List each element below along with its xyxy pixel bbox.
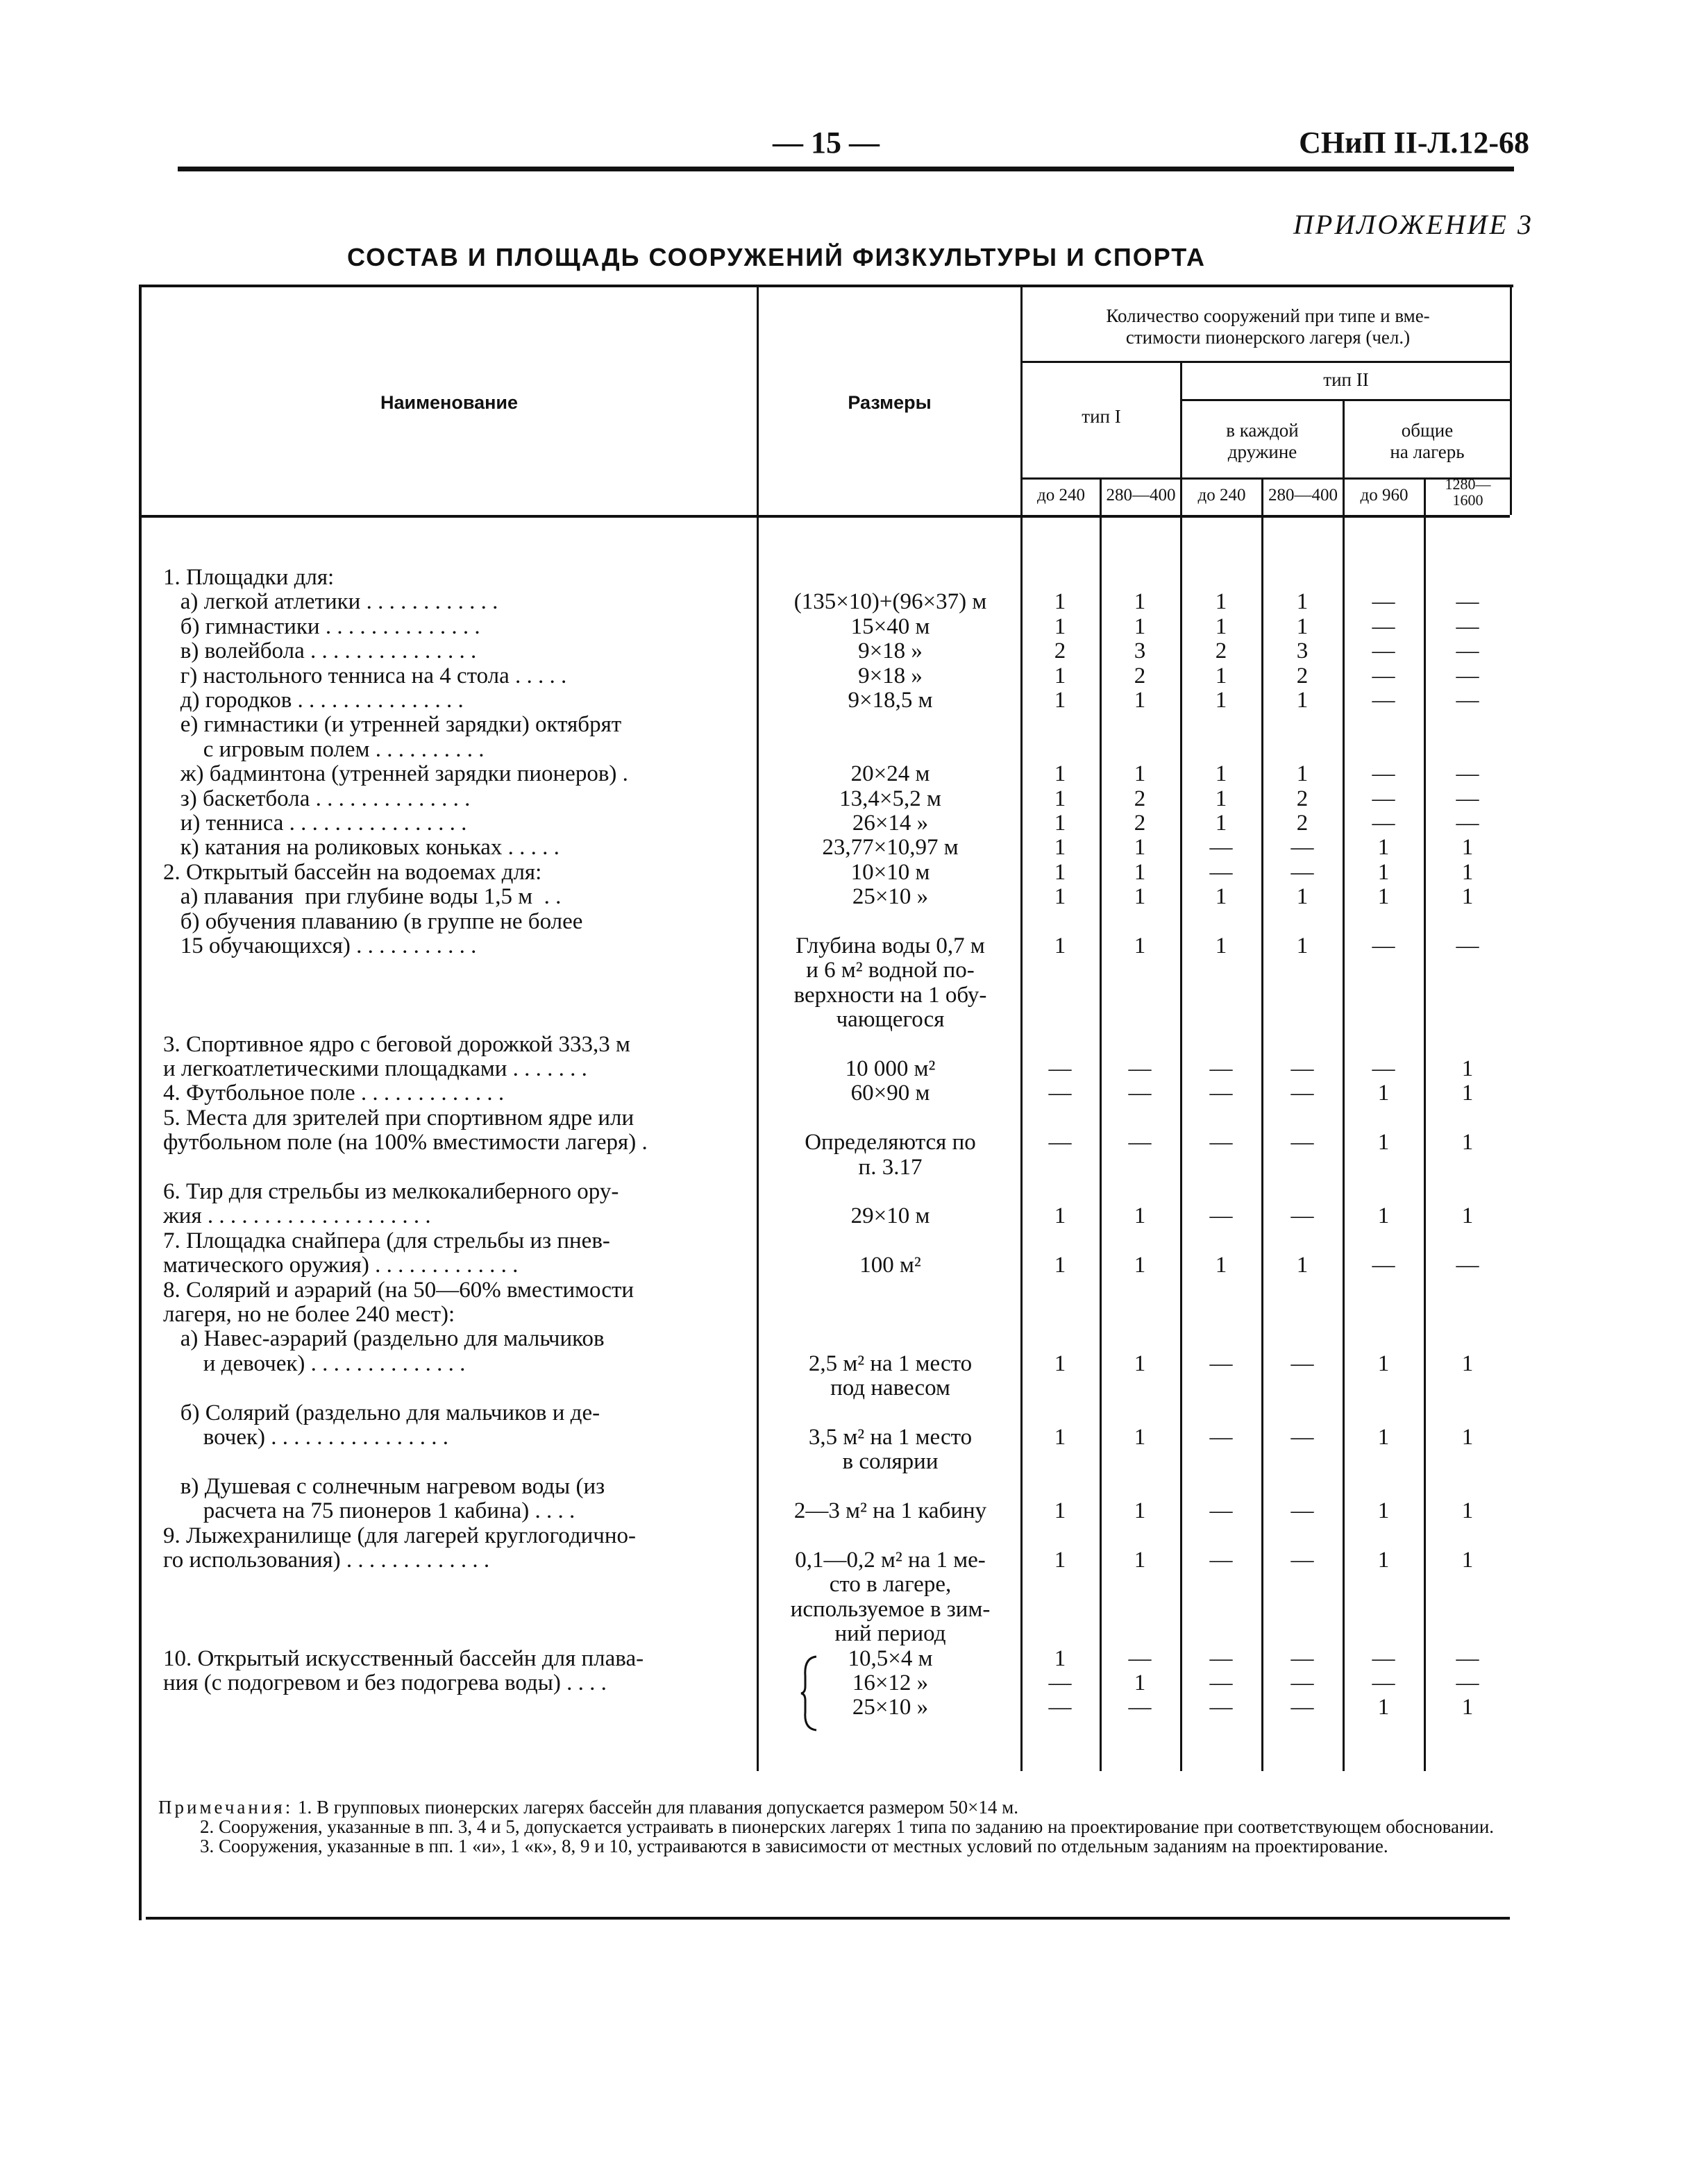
column-divider bbox=[757, 286, 759, 1771]
row-count: — bbox=[1209, 1695, 1233, 1720]
row-count: 1 bbox=[1215, 688, 1227, 713]
header-sub-line: 1280— bbox=[1445, 475, 1491, 493]
row-count: 1 bbox=[1215, 884, 1227, 909]
header-sub: до 960 bbox=[1360, 486, 1409, 505]
row-count: 1 bbox=[1461, 860, 1474, 885]
row-size: 9×18,5 м bbox=[848, 688, 933, 713]
row-name: а) Навес-аэрарий (раздельно для мальчиков bbox=[163, 1327, 605, 1351]
row-name: 10. Открытый искусственный бассейн для плава- bbox=[163, 1647, 644, 1671]
header-count bbox=[1026, 305, 1510, 348]
page-title: СОСТАВ И ПЛОЩАДЬ СООРУЖЕНИЙ ФИЗКУЛЬТУРЫ И СПОРТА bbox=[347, 243, 1206, 271]
row-count: 1 bbox=[1054, 860, 1066, 885]
note-text: 1. В групповых пионерских лагерях бассейн для плавания допускается размером 50×14 м. bbox=[297, 1797, 1018, 1818]
row-size: используемое в зим- bbox=[790, 1597, 991, 1622]
row-size: 9×18 » bbox=[858, 638, 923, 663]
row-count: — bbox=[1372, 761, 1395, 786]
row-count: — bbox=[1290, 1670, 1314, 1695]
row-count: 1 bbox=[1215, 933, 1227, 958]
row-count: 1 bbox=[1054, 761, 1066, 786]
row-name: д) городков . . . . . . . . . . . . . . . bbox=[163, 688, 464, 713]
row-count: — bbox=[1456, 663, 1479, 688]
row-name: 1. Площадки для: bbox=[163, 566, 335, 590]
row-count: — bbox=[1456, 638, 1479, 663]
row-count: — bbox=[1372, 638, 1395, 663]
row-count: 1 bbox=[1461, 1695, 1474, 1720]
row-count: — bbox=[1209, 1670, 1233, 1695]
row-size: п. 3.17 bbox=[858, 1155, 923, 1180]
row-size: 10,5×4 м bbox=[848, 1646, 933, 1671]
row-name: б) гимнастики . . . . . . . . . . . . . . bbox=[163, 615, 480, 639]
row-count: 1 bbox=[1134, 860, 1146, 885]
row-count: 1 bbox=[1054, 589, 1066, 614]
row-count: 1 bbox=[1054, 811, 1066, 836]
header-sub: до 240 bbox=[1197, 486, 1246, 505]
column-divider bbox=[1261, 479, 1263, 1771]
row-count: 1 bbox=[1054, 1203, 1066, 1228]
row-name: к) катания на роликовых коньках . . . . . bbox=[163, 836, 560, 860]
row-count: — bbox=[1209, 1425, 1233, 1450]
note-2: 2. Сооружения, указанные в пп. 3, 4 и 5, допускается устраивать в пионерских лагерях 1 типа по заданию на проектирование при соответствующем обосновании. bbox=[200, 1816, 1495, 1837]
row-count: 1 bbox=[1296, 589, 1309, 614]
header-type2: тип II bbox=[1323, 369, 1369, 390]
row-name: расчета на 75 пионеров 1 кабина) . . . . bbox=[163, 1499, 575, 1523]
row-count: — bbox=[1372, 933, 1395, 958]
row-count: — bbox=[1209, 1081, 1233, 1106]
row-count: 1 bbox=[1461, 884, 1474, 909]
header-camp-line: общие bbox=[1401, 420, 1454, 441]
header-each-line: дружине bbox=[1227, 441, 1297, 463]
row-count: 1 bbox=[1461, 1130, 1474, 1155]
row-count: 1 bbox=[1377, 1081, 1390, 1106]
row-count: — bbox=[1048, 1130, 1072, 1155]
row-count: 1 bbox=[1215, 614, 1227, 639]
row-count: 1 bbox=[1296, 761, 1309, 786]
header-each-line: в каждой bbox=[1226, 420, 1299, 441]
row-count: — bbox=[1209, 1130, 1233, 1155]
row-count: 1 bbox=[1296, 688, 1309, 713]
row-size: 9×18 » bbox=[858, 663, 923, 688]
row-count: 1 bbox=[1215, 1253, 1227, 1278]
row-count: 1 bbox=[1461, 1425, 1474, 1450]
row-name: ния (с подогревом и без подогрева воды) . . . . bbox=[163, 1671, 607, 1695]
table-border-bottom bbox=[146, 1917, 1510, 1920]
column-divider bbox=[1180, 361, 1182, 1771]
header-sub: 280—400 bbox=[1268, 486, 1338, 505]
row-count: — bbox=[1209, 1646, 1233, 1671]
row-count: 1 bbox=[1377, 1351, 1390, 1376]
row-size: и 6 м² водной по- bbox=[806, 958, 975, 983]
row-count: — bbox=[1290, 1203, 1314, 1228]
row-name: е) гимнастики (и утренней зарядки) октябрят bbox=[163, 713, 622, 737]
row-count: 1 bbox=[1054, 688, 1066, 713]
row-name: а) плавания при глубине воды 1,5 м . . bbox=[163, 885, 562, 909]
row-count: — bbox=[1456, 933, 1479, 958]
row-size: в солярии bbox=[842, 1449, 939, 1474]
row-count: — bbox=[1290, 860, 1314, 885]
row-count: 1 bbox=[1054, 614, 1066, 639]
row-count: 1 bbox=[1054, 1498, 1066, 1523]
row-size: 2—3 м² на 1 кабину bbox=[793, 1498, 987, 1523]
row-name: в) Душевая с солнечным нагревом воды (из bbox=[163, 1475, 605, 1499]
row-count: 1 bbox=[1054, 1548, 1066, 1573]
row-count: 2 bbox=[1215, 638, 1227, 663]
row-count: 1 bbox=[1054, 884, 1066, 909]
row-size: 100 м² bbox=[859, 1253, 921, 1278]
row-count: — bbox=[1290, 1498, 1314, 1523]
row-count: — bbox=[1290, 1695, 1314, 1720]
row-count: 2 bbox=[1054, 638, 1066, 663]
row-count: — bbox=[1456, 1646, 1479, 1671]
note-1 bbox=[158, 1797, 1498, 1817]
row-count: — bbox=[1290, 1646, 1314, 1671]
row-count: 1 bbox=[1296, 614, 1309, 639]
row-count: 1 bbox=[1296, 884, 1309, 909]
row-count: 1 bbox=[1134, 1548, 1146, 1573]
notes-label: Примечания: bbox=[158, 1797, 294, 1818]
row-name: и легкоатлетическими площадками . . . . . . . bbox=[163, 1057, 587, 1081]
row-size: 15×40 м bbox=[850, 614, 930, 639]
row-count: 1 bbox=[1461, 1081, 1474, 1106]
row-size: 10 000 м² bbox=[845, 1056, 936, 1081]
row-count: 1 bbox=[1215, 786, 1227, 811]
row-count: 1 bbox=[1134, 835, 1146, 860]
row-name: вочек) . . . . . . . . . . . . . . . . bbox=[163, 1425, 449, 1450]
row-name: 9. Лыжехранилище (для лагерей круглогодично- bbox=[163, 1524, 637, 1548]
row-count: 1 bbox=[1054, 1646, 1066, 1671]
row-count: 1 bbox=[1134, 614, 1146, 639]
row-count: — bbox=[1209, 1203, 1233, 1228]
row-name: б) обучения плаванию (в группе не более bbox=[163, 910, 583, 934]
header-line bbox=[1020, 361, 1510, 363]
row-count: 1 bbox=[1377, 1425, 1390, 1450]
row-count: 1 bbox=[1134, 589, 1146, 614]
row-count: — bbox=[1456, 786, 1479, 811]
row-name: 2. Открытый бассейн на водоемах для: bbox=[163, 861, 542, 885]
row-count: 1 bbox=[1377, 835, 1390, 860]
page-number: — 15 — bbox=[773, 126, 880, 160]
table-border-right bbox=[1510, 286, 1512, 515]
row-size: 16×12 » bbox=[852, 1670, 929, 1695]
row-count: — bbox=[1128, 1646, 1152, 1671]
row-name: футбольном поле (на 100% вместимости лагеря) . bbox=[163, 1131, 648, 1155]
row-count: — bbox=[1128, 1695, 1152, 1720]
row-count: — bbox=[1372, 811, 1395, 836]
row-name: с игровым полем . . . . . . . . . . bbox=[163, 738, 485, 762]
row-count: 2 bbox=[1134, 811, 1146, 836]
row-name: 8. Солярий и аэрарий (на 50—60% вместимости bbox=[163, 1278, 634, 1303]
row-count: — bbox=[1372, 663, 1395, 688]
row-count: — bbox=[1290, 1081, 1314, 1106]
row-name: а) легкой атлетики . . . . . . . . . . . . bbox=[163, 590, 498, 614]
row-size: верхности на 1 обу- bbox=[793, 983, 987, 1008]
header-name: Наименование bbox=[380, 392, 519, 413]
row-size: Определяются по bbox=[805, 1130, 976, 1155]
header-camp-line: на лагерь bbox=[1390, 441, 1465, 463]
row-count: 1 bbox=[1134, 1670, 1146, 1695]
row-count: — bbox=[1048, 1695, 1072, 1720]
row-name: и девочек) . . . . . . . . . . . . . . bbox=[163, 1352, 466, 1376]
row-count: 1 bbox=[1461, 1548, 1474, 1573]
header-each-squad bbox=[1182, 420, 1343, 463]
row-count: 1 bbox=[1134, 1425, 1146, 1450]
row-name: ж) бадминтона (утренней зарядки пионеров) . bbox=[163, 762, 628, 786]
row-count: — bbox=[1372, 688, 1395, 713]
row-count: 1 bbox=[1054, 933, 1066, 958]
table-header-separator bbox=[139, 515, 1510, 518]
row-count: — bbox=[1209, 1351, 1233, 1376]
header-sub: 280—400 bbox=[1106, 486, 1176, 505]
row-count: 1 bbox=[1054, 1425, 1066, 1450]
row-count: — bbox=[1372, 1670, 1395, 1695]
row-count: 1 bbox=[1377, 1548, 1390, 1573]
row-name: 4. Футбольное поле . . . . . . . . . . . . . bbox=[163, 1081, 505, 1106]
row-count: — bbox=[1048, 1670, 1072, 1695]
row-size: 60×90 м bbox=[850, 1081, 930, 1106]
row-count: 1 bbox=[1054, 1351, 1066, 1376]
row-count: — bbox=[1456, 614, 1479, 639]
row-count: — bbox=[1456, 1670, 1479, 1695]
row-count: — bbox=[1372, 1056, 1395, 1081]
row-size: сто в лагере, bbox=[829, 1572, 952, 1597]
row-name: го использования) . . . . . . . . . . . . . bbox=[163, 1548, 490, 1573]
row-name: 15 обучающихся) . . . . . . . . . . . bbox=[163, 934, 477, 958]
row-size: 3,5 м² на 1 место bbox=[808, 1425, 973, 1450]
row-name: 3. Спортивное ядро с беговой дорожкой 333,3 м bbox=[163, 1033, 630, 1057]
row-count: 1 bbox=[1377, 1498, 1390, 1523]
row-count: — bbox=[1456, 589, 1479, 614]
row-count: 1 bbox=[1134, 688, 1146, 713]
row-count: 1 bbox=[1377, 1203, 1390, 1228]
row-count: 1 bbox=[1134, 933, 1146, 958]
row-count: 1 bbox=[1296, 933, 1309, 958]
header-sub-line: 1600 bbox=[1452, 491, 1483, 509]
row-name: матического оружия) . . . . . . . . . . . . . bbox=[163, 1253, 519, 1278]
row-size: Глубина воды 0,7 м bbox=[796, 933, 985, 958]
notes bbox=[158, 1797, 1498, 1856]
row-name: лагеря, но не более 240 мест): bbox=[163, 1303, 455, 1327]
row-size: 26×14 » bbox=[852, 811, 929, 836]
row-size: чающегося bbox=[836, 1007, 945, 1032]
header-line bbox=[1180, 399, 1510, 401]
row-size: 10×10 м bbox=[850, 860, 930, 885]
row-name: г) настольного тенниса на 4 стола . . . . . bbox=[163, 664, 567, 688]
header-size: Размеры bbox=[848, 392, 932, 413]
row-count: — bbox=[1128, 1130, 1152, 1155]
row-count: — bbox=[1372, 1253, 1395, 1278]
row-count: — bbox=[1290, 1351, 1314, 1376]
row-count: 1 bbox=[1461, 1351, 1474, 1376]
row-size: (135×10)+(96×37) м bbox=[793, 589, 987, 614]
row-size: 25×10 » bbox=[852, 1695, 929, 1720]
row-size: 25×10 » bbox=[852, 884, 929, 909]
row-count: — bbox=[1456, 761, 1479, 786]
row-count: — bbox=[1372, 589, 1395, 614]
row-size: 29×10 м bbox=[850, 1203, 930, 1228]
row-count: 2 bbox=[1296, 786, 1309, 811]
row-name: 5. Места для зрителей при спортивном ядре или bbox=[163, 1106, 634, 1131]
appendix-label: ПРИЛОЖЕНИЕ 3 bbox=[1293, 209, 1533, 240]
row-name: 6. Тир для стрельбы из мелкокалиберного ору- bbox=[163, 1180, 619, 1204]
column-divider bbox=[1020, 286, 1023, 1771]
row-count: 1 bbox=[1296, 1253, 1309, 1278]
row-count: 1 bbox=[1461, 1498, 1474, 1523]
row-count: 1 bbox=[1215, 811, 1227, 836]
row-name: и) тенниса . . . . . . . . . . . . . . . . bbox=[163, 811, 467, 836]
row-count: 3 bbox=[1134, 638, 1146, 663]
row-count: 1 bbox=[1461, 835, 1474, 860]
row-name: жия . . . . . . . . . . . . . . . . . . . . bbox=[163, 1204, 431, 1228]
header-count-line: стимости пионерского лагеря (чел.) bbox=[1125, 327, 1411, 348]
row-count: — bbox=[1456, 811, 1479, 836]
row-count: 2 bbox=[1296, 811, 1309, 836]
row-count: — bbox=[1372, 614, 1395, 639]
row-count: — bbox=[1128, 1081, 1152, 1106]
row-count: — bbox=[1372, 786, 1395, 811]
row-name: в) волейбола . . . . . . . . . . . . . . . bbox=[163, 639, 477, 663]
row-count: 2 bbox=[1134, 663, 1146, 688]
row-count: — bbox=[1290, 1130, 1314, 1155]
header-sub: до 240 bbox=[1037, 486, 1085, 505]
row-count: 1 bbox=[1134, 1203, 1146, 1228]
row-count: — bbox=[1290, 1548, 1314, 1573]
row-count: — bbox=[1290, 1425, 1314, 1450]
row-count: 1 bbox=[1134, 884, 1146, 909]
row-count: 1 bbox=[1377, 1695, 1390, 1720]
note-3: 3. Сооружения, указанные в пп. 1 «и», 1 «к», 8, 9 и 10, устраиваются в зависимости от местных условий по отдельным заданиям на проектирование. bbox=[200, 1836, 1388, 1856]
row-name: з) баскетбола . . . . . . . . . . . . . . bbox=[163, 787, 471, 811]
row-count: 1 bbox=[1461, 1203, 1474, 1228]
row-count: — bbox=[1128, 1056, 1152, 1081]
row-count: — bbox=[1209, 860, 1233, 885]
row-count: 1 bbox=[1134, 1351, 1146, 1376]
row-count: 1 bbox=[1054, 835, 1066, 860]
row-count: 1 bbox=[1377, 884, 1390, 909]
row-size: 13,4×5,2 м bbox=[839, 786, 941, 811]
table-border-top bbox=[139, 285, 1513, 287]
row-count: 1 bbox=[1134, 1253, 1146, 1278]
row-count: — bbox=[1048, 1081, 1072, 1106]
row-count: 1 bbox=[1377, 1130, 1390, 1155]
header-count-line: Количество сооружений при типе и вме- bbox=[1106, 305, 1430, 326]
row-count: — bbox=[1456, 688, 1479, 713]
row-count: — bbox=[1372, 1646, 1395, 1671]
row-count: 1 bbox=[1461, 1056, 1474, 1081]
row-size: ний период bbox=[834, 1621, 946, 1646]
header-type1: тип I bbox=[1082, 406, 1121, 427]
row-count: 1 bbox=[1215, 589, 1227, 614]
row-size: 2,5 м² на 1 место bbox=[808, 1351, 973, 1376]
row-count: 2 bbox=[1296, 663, 1309, 688]
row-name: 7. Площадка снайпера (для стрельбы из пнев- bbox=[163, 1229, 610, 1253]
row-size: 20×24 м bbox=[850, 761, 930, 786]
column-divider bbox=[1343, 399, 1345, 1771]
row-count: 1 bbox=[1215, 761, 1227, 786]
row-count: — bbox=[1209, 1056, 1233, 1081]
row-size: под навесом bbox=[830, 1375, 950, 1400]
row-count: 1 bbox=[1054, 1253, 1066, 1278]
row-count: 1 bbox=[1134, 1498, 1146, 1523]
table-border-left bbox=[139, 286, 142, 1920]
row-count: 1 bbox=[1377, 860, 1390, 885]
row-count: 2 bbox=[1134, 786, 1146, 811]
row-count: — bbox=[1209, 1498, 1233, 1523]
row-count: 1 bbox=[1054, 786, 1066, 811]
row-count: — bbox=[1290, 835, 1314, 860]
row-count: — bbox=[1048, 1056, 1072, 1081]
header-sub bbox=[1426, 476, 1510, 508]
document-code: СНиП II-Л.12-68 bbox=[1299, 126, 1529, 160]
row-size: 0,1—0,2 м² на 1 ме- bbox=[795, 1548, 986, 1573]
row-count: 1 bbox=[1215, 663, 1227, 688]
row-count: — bbox=[1209, 835, 1233, 860]
row-count: 1 bbox=[1054, 663, 1066, 688]
row-count: 1 bbox=[1134, 761, 1146, 786]
row-count: 3 bbox=[1296, 638, 1309, 663]
column-divider bbox=[1424, 479, 1426, 1771]
row-count: — bbox=[1209, 1548, 1233, 1573]
row-count: — bbox=[1456, 1253, 1479, 1278]
row-name: б) Солярий (раздельно для мальчиков и де- bbox=[163, 1401, 600, 1425]
column-divider bbox=[1100, 479, 1102, 1771]
row-count: — bbox=[1290, 1056, 1314, 1081]
header-whole-camp bbox=[1345, 420, 1510, 463]
row-size: 23,77×10,97 м bbox=[822, 835, 959, 860]
